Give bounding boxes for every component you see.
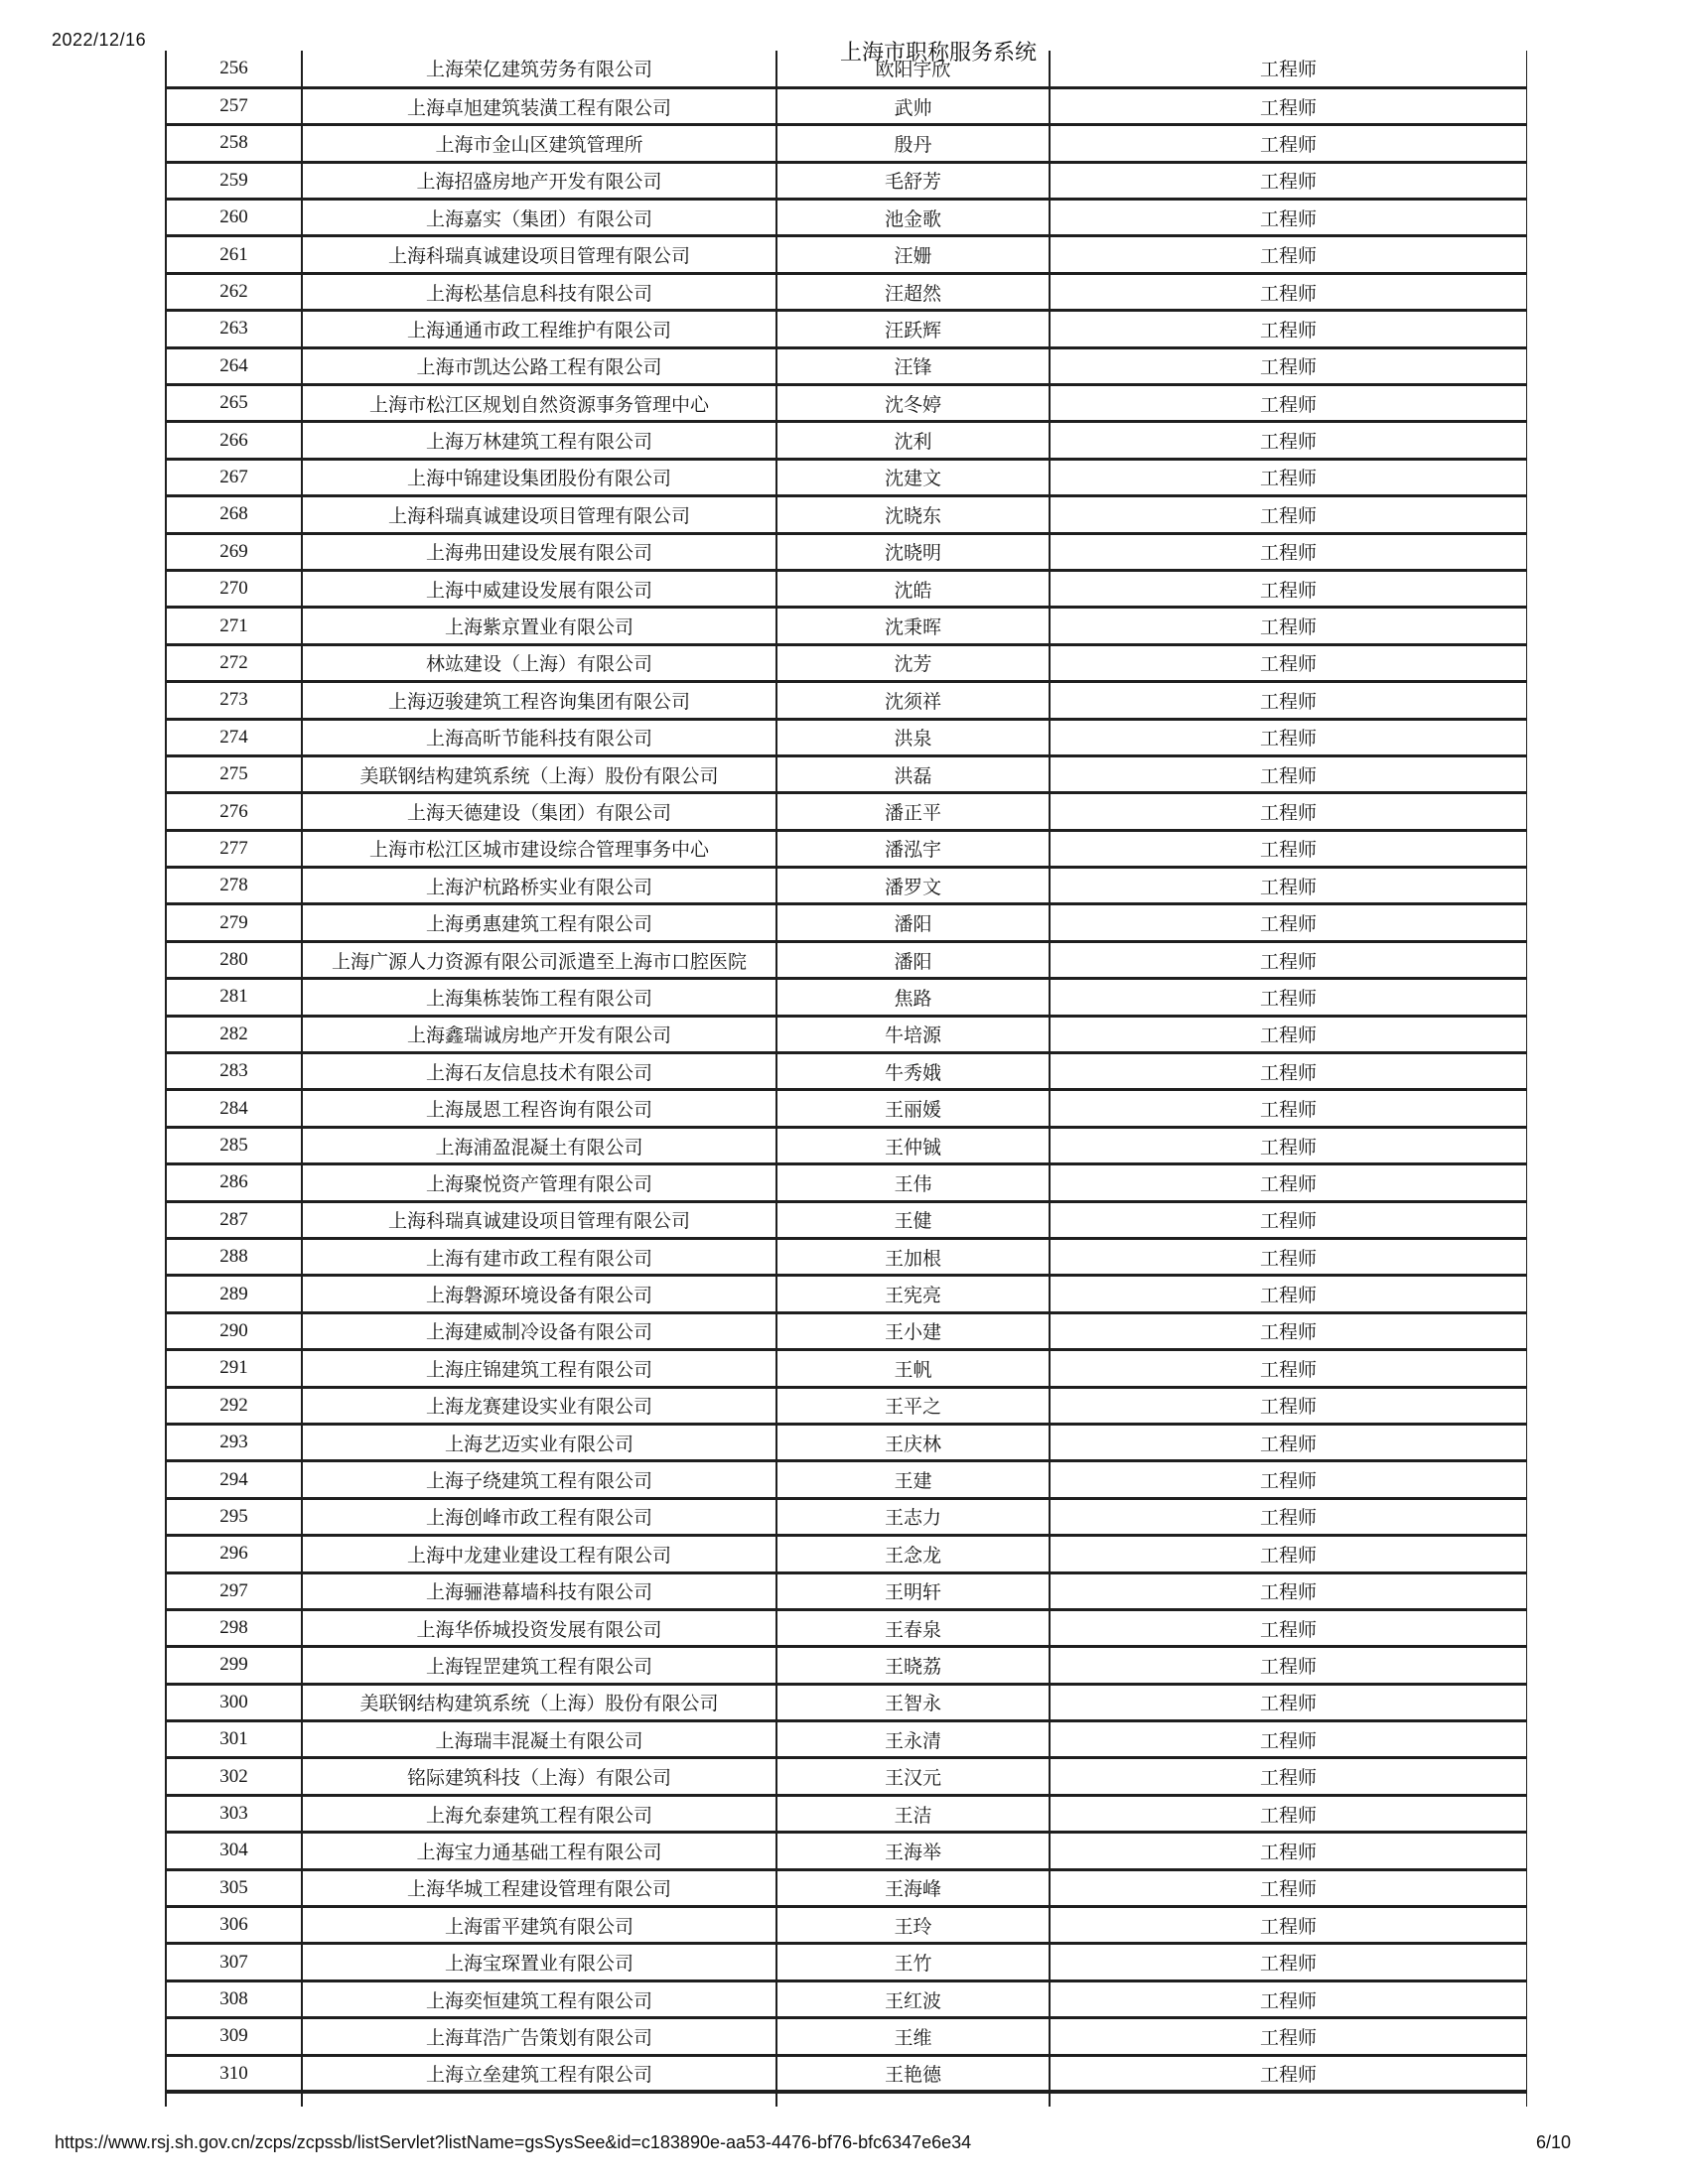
row-number-cell: 304 [166, 1833, 302, 1869]
table-row [166, 1907, 1527, 1944]
title-cell: 工程师 [1050, 644, 1527, 681]
table-row [166, 644, 1527, 681]
row-number-cell: 281 [166, 979, 302, 1016]
person-name-cell: 沈皓 [776, 570, 1050, 607]
title-cell: 工程师 [1050, 1350, 1527, 1387]
person-name-cell: 洪泉 [776, 719, 1050, 755]
row-number-cell: 291 [166, 1350, 302, 1387]
title-cell: 工程师 [1050, 1312, 1527, 1349]
company-cell: 上海嘉实（集团）有限公司 [302, 200, 776, 236]
title-cell: 工程师 [1050, 1833, 1527, 1869]
company-cell: 上海中龙建业建设工程有限公司 [302, 1536, 776, 1572]
records-table [165, 51, 1527, 2107]
row-number-cell: 277 [166, 830, 302, 867]
person-name-cell: 王小建 [776, 1312, 1050, 1349]
row-number-cell: 299 [166, 1647, 302, 1684]
row-number-cell: 294 [166, 1461, 302, 1498]
company-cell: 上海华侨城投资发展有限公司 [302, 1609, 776, 1646]
person-name-cell: 汪跃辉 [776, 311, 1050, 347]
page-number: 6/10 [1535, 2132, 1571, 2152]
title-cell: 工程师 [1050, 1164, 1527, 1201]
row-number-cell: 257 [166, 87, 302, 124]
person-name-cell: 潘阳 [776, 904, 1050, 941]
row-number-cell: 293 [166, 1424, 302, 1460]
table-row [166, 1201, 1527, 1238]
row-number-cell: 262 [166, 273, 302, 310]
company-cell: 上海磐源环境设备有限公司 [302, 1276, 776, 1312]
person-name-cell: 沈芳 [776, 644, 1050, 681]
company-cell: 上海有建市政工程有限公司 [302, 1239, 776, 1276]
table-row [166, 273, 1527, 310]
row-number-cell: 270 [166, 570, 302, 607]
person-name-cell: 王建 [776, 1461, 1050, 1498]
person-name-cell: 王加根 [776, 1239, 1050, 1276]
person-name-cell: 焦路 [776, 979, 1050, 1016]
table-row [166, 51, 1527, 87]
company-cell: 上海鑫瑞诚房地产开发有限公司 [302, 1016, 776, 1052]
title-cell: 工程师 [1050, 1758, 1527, 1795]
company-cell: 上海艺迈实业有限公司 [302, 1424, 776, 1460]
row-number-cell: 266 [166, 422, 302, 459]
company-cell: 上海通通市政工程维护有限公司 [302, 311, 776, 347]
person-name-cell: 沈晓明 [776, 533, 1050, 570]
title-cell: 工程师 [1050, 385, 1527, 422]
page-title: 上海市职称服务系统 [840, 40, 1038, 65]
row-number-cell: 295 [166, 1498, 302, 1535]
person-name-cell: 王明轩 [776, 1572, 1050, 1609]
row-number-cell: 267 [166, 459, 302, 495]
title-cell: 工程师 [1050, 570, 1527, 607]
table-row [166, 1276, 1527, 1312]
title-cell: 工程师 [1050, 1944, 1527, 1980]
table-row [166, 1424, 1527, 1460]
row-number-cell: 256 [166, 51, 302, 87]
company-cell: 上海集栋装饰工程有限公司 [302, 979, 776, 1016]
company-cell: 上海茸浩广告策划有限公司 [302, 2018, 776, 2055]
empty-cell [776, 2092, 1050, 2107]
row-number-cell: 305 [166, 1869, 302, 1906]
company-cell: 上海浦盈混凝土有限公司 [302, 1127, 776, 1163]
company-cell: 上海庄锦建筑工程有限公司 [302, 1350, 776, 1387]
company-cell: 上海万林建筑工程有限公司 [302, 422, 776, 459]
partial-clipped-row [166, 2092, 1527, 2107]
person-name-cell: 王海峰 [776, 1869, 1050, 1906]
title-cell: 工程师 [1050, 459, 1527, 495]
table-row [166, 1795, 1527, 1832]
title-cell: 工程师 [1050, 347, 1527, 384]
title-cell: 工程师 [1050, 868, 1527, 904]
table-row [166, 236, 1527, 273]
person-name-cell: 沈利 [776, 422, 1050, 459]
row-number-cell: 308 [166, 1980, 302, 2017]
company-cell: 上海招盛房地产开发有限公司 [302, 162, 776, 199]
table-row [166, 1461, 1527, 1498]
title-cell: 工程师 [1050, 1016, 1527, 1052]
company-cell: 上海宝琛置业有限公司 [302, 1944, 776, 1980]
company-cell: 上海奕恒建筑工程有限公司 [302, 1980, 776, 2017]
row-number-cell: 300 [166, 1684, 302, 1720]
row-number-cell: 289 [166, 1276, 302, 1312]
company-cell: 林竑建设（上海）有限公司 [302, 644, 776, 681]
table-row [166, 87, 1527, 124]
row-number-cell: 260 [166, 200, 302, 236]
person-name-cell: 武帅 [776, 87, 1050, 124]
row-number-cell: 309 [166, 2018, 302, 2055]
title-cell: 工程师 [1050, 125, 1527, 162]
company-cell: 美联钢结构建筑系统（上海）股份有限公司 [302, 1684, 776, 1720]
table-row [166, 904, 1527, 941]
title-cell: 工程师 [1050, 311, 1527, 347]
title-cell: 工程师 [1050, 1647, 1527, 1684]
table-row [166, 979, 1527, 1016]
person-name-cell: 王维 [776, 2018, 1050, 2055]
person-name-cell: 汪超然 [776, 273, 1050, 310]
person-name-cell: 欧阳宇欣 [776, 51, 1050, 87]
company-cell: 上海勇惠建筑工程有限公司 [302, 904, 776, 941]
table-row [166, 533, 1527, 570]
table-row [166, 1498, 1527, 1535]
table-row [166, 719, 1527, 755]
person-name-cell: 王永清 [776, 1721, 1050, 1758]
title-cell: 工程师 [1050, 1053, 1527, 1090]
table-row [166, 1869, 1527, 1906]
title-cell: 工程师 [1050, 904, 1527, 941]
row-number-cell: 261 [166, 236, 302, 273]
company-cell: 上海锃罡建筑工程有限公司 [302, 1647, 776, 1684]
person-name-cell: 潘阳 [776, 941, 1050, 978]
row-number-cell: 297 [166, 1572, 302, 1609]
title-cell: 工程师 [1050, 1980, 1527, 2017]
row-number-cell: 286 [166, 1164, 302, 1201]
person-name-cell: 沈秉晖 [776, 608, 1050, 644]
row-number-cell: 306 [166, 1907, 302, 1944]
company-cell: 上海允泰建筑工程有限公司 [302, 1795, 776, 1832]
row-number-cell: 275 [166, 755, 302, 792]
table-row [166, 755, 1527, 792]
table-row [166, 1536, 1527, 1572]
row-number-cell: 290 [166, 1312, 302, 1349]
company-cell: 上海紫京置业有限公司 [302, 608, 776, 644]
title-cell: 工程师 [1050, 682, 1527, 719]
person-name-cell: 王洁 [776, 1795, 1050, 1832]
title-cell: 工程师 [1050, 979, 1527, 1016]
table-row [166, 793, 1527, 830]
table-row [166, 1350, 1527, 1387]
records-table-wrapper [165, 51, 1527, 2107]
title-cell: 工程师 [1050, 162, 1527, 199]
company-cell: 上海聚悦资产管理有限公司 [302, 1164, 776, 1201]
table-row [166, 1053, 1527, 1090]
person-name-cell: 王竹 [776, 1944, 1050, 1980]
table-row [166, 830, 1527, 867]
row-number-cell: 264 [166, 347, 302, 384]
person-name-cell: 王晓荔 [776, 1647, 1050, 1684]
company-cell: 上海晟恩工程咨询有限公司 [302, 1090, 776, 1127]
person-name-cell: 殷丹 [776, 125, 1050, 162]
company-cell: 上海荣亿建筑劳务有限公司 [302, 51, 776, 87]
person-name-cell: 沈晓东 [776, 496, 1050, 533]
table-row [166, 868, 1527, 904]
company-cell: 美联钢结构建筑系统（上海）股份有限公司 [302, 755, 776, 792]
company-cell: 上海科瑞真诚建设项目管理有限公司 [302, 496, 776, 533]
print-date: 2022/12/16 [52, 30, 147, 50]
person-name-cell: 牛培源 [776, 1016, 1050, 1052]
company-cell: 上海雷平建筑有限公司 [302, 1907, 776, 1944]
person-name-cell: 王玲 [776, 1907, 1050, 1944]
company-cell: 上海华城工程建设管理有限公司 [302, 1869, 776, 1906]
table-row [166, 1684, 1527, 1720]
table-row [166, 422, 1527, 459]
row-number-cell: 269 [166, 533, 302, 570]
title-cell: 工程师 [1050, 1498, 1527, 1535]
row-number-cell: 285 [166, 1127, 302, 1163]
title-cell: 工程师 [1050, 87, 1527, 124]
person-name-cell: 王宪亮 [776, 1276, 1050, 1312]
title-cell: 工程师 [1050, 1869, 1527, 1906]
company-cell: 上海市凯达公路工程有限公司 [302, 347, 776, 384]
row-number-cell: 278 [166, 868, 302, 904]
title-cell: 工程师 [1050, 1239, 1527, 1276]
company-cell: 上海石友信息技术有限公司 [302, 1053, 776, 1090]
person-name-cell: 沈建文 [776, 459, 1050, 495]
company-cell: 上海科瑞真诚建设项目管理有限公司 [302, 236, 776, 273]
person-name-cell: 王平之 [776, 1387, 1050, 1424]
title-cell: 工程师 [1050, 1461, 1527, 1498]
row-number-cell: 303 [166, 1795, 302, 1832]
company-cell: 上海中锦建设集团股份有限公司 [302, 459, 776, 495]
row-number-cell: 280 [166, 941, 302, 978]
row-number-cell: 310 [166, 2055, 302, 2092]
title-cell: 工程师 [1050, 51, 1527, 87]
table-row [166, 1090, 1527, 1127]
title-cell: 工程师 [1050, 533, 1527, 570]
title-cell: 工程师 [1050, 1572, 1527, 1609]
person-name-cell: 王海举 [776, 1833, 1050, 1869]
title-cell: 工程师 [1050, 608, 1527, 644]
company-cell: 上海科瑞真诚建设项目管理有限公司 [302, 1201, 776, 1238]
company-cell: 上海瑞丰混凝土有限公司 [302, 1721, 776, 1758]
empty-cell [302, 2092, 776, 2107]
title-cell: 工程师 [1050, 1090, 1527, 1127]
row-number-cell: 296 [166, 1536, 302, 1572]
title-cell: 工程师 [1050, 755, 1527, 792]
table-row [166, 1164, 1527, 1201]
company-cell: 上海建威制冷设备有限公司 [302, 1312, 776, 1349]
person-name-cell: 王志力 [776, 1498, 1050, 1535]
records-tbody [166, 51, 1527, 2107]
company-cell: 上海市松江区规划自然资源事务管理中心 [302, 385, 776, 422]
person-name-cell: 王庆林 [776, 1424, 1050, 1460]
company-cell: 上海市松江区城市建设综合管理事务中心 [302, 830, 776, 867]
row-number-cell: 268 [166, 496, 302, 533]
title-cell: 工程师 [1050, 1276, 1527, 1312]
table-row [166, 1016, 1527, 1052]
company-cell: 上海中威建设发展有限公司 [302, 570, 776, 607]
table-row [166, 608, 1527, 644]
source-url-text: https://www.rsj.sh.gov.cn/zcps/zcpssb/listServlet?listName=gsSysSee&id=c183890e-aa53-4476-bf76-bfc6347e6e34 [55, 2132, 972, 2152]
table-row [166, 1572, 1527, 1609]
person-name-cell: 沈须祥 [776, 682, 1050, 719]
person-name-cell: 潘泓宇 [776, 830, 1050, 867]
person-name-cell: 王红波 [776, 1980, 1050, 2017]
person-name-cell: 王帆 [776, 1350, 1050, 1387]
table-row [166, 200, 1527, 236]
table-row [166, 1239, 1527, 1276]
person-name-cell: 潘正平 [776, 793, 1050, 830]
title-cell: 工程师 [1050, 1684, 1527, 1720]
row-number-cell: 292 [166, 1387, 302, 1424]
table-row [166, 385, 1527, 422]
company-cell: 上海弗田建设发展有限公司 [302, 533, 776, 570]
row-number-cell: 276 [166, 793, 302, 830]
table-row [166, 2018, 1527, 2055]
person-name-cell: 王伟 [776, 1164, 1050, 1201]
person-name-cell: 潘罗文 [776, 868, 1050, 904]
table-row [166, 459, 1527, 495]
title-cell: 工程师 [1050, 2018, 1527, 2055]
row-number-cell: 298 [166, 1609, 302, 1646]
row-number-cell: 288 [166, 1239, 302, 1276]
company-cell: 上海天德建设（集团）有限公司 [302, 793, 776, 830]
company-cell: 上海立垒建筑工程有限公司 [302, 2055, 776, 2092]
person-name-cell: 汪锋 [776, 347, 1050, 384]
title-cell: 工程师 [1050, 830, 1527, 867]
company-cell: 上海宝力通基础工程有限公司 [302, 1833, 776, 1869]
table-row [166, 125, 1527, 162]
row-number-cell: 259 [166, 162, 302, 199]
person-name-cell: 池金歌 [776, 200, 1050, 236]
title-cell: 工程师 [1050, 1387, 1527, 1424]
table-row [166, 347, 1527, 384]
title-cell: 工程师 [1050, 496, 1527, 533]
company-cell: 上海龙赛建设实业有限公司 [302, 1387, 776, 1424]
person-name-cell: 牛秀娥 [776, 1053, 1050, 1090]
table-row [166, 1647, 1527, 1684]
company-cell: 上海广源人力资源有限公司派遣至上海市口腔医院 [302, 941, 776, 978]
row-number-cell: 284 [166, 1090, 302, 1127]
title-cell: 工程师 [1050, 1907, 1527, 1944]
table-row [166, 2055, 1527, 2092]
person-name-cell: 毛舒芳 [776, 162, 1050, 199]
row-number-cell: 287 [166, 1201, 302, 1238]
company-cell: 铭际建筑科技（上海）有限公司 [302, 1758, 776, 1795]
table-row [166, 1980, 1527, 2017]
company-cell: 上海迈骏建筑工程咨询集团有限公司 [302, 682, 776, 719]
person-name-cell: 洪磊 [776, 755, 1050, 792]
company-cell: 上海市金山区建筑管理所 [302, 125, 776, 162]
company-cell: 上海骊港幕墙科技有限公司 [302, 1572, 776, 1609]
table-row [166, 1721, 1527, 1758]
row-number-cell: 258 [166, 125, 302, 162]
row-number-cell: 283 [166, 1053, 302, 1090]
empty-cell [1050, 2092, 1527, 2107]
row-number-cell: 307 [166, 1944, 302, 1980]
table-row [166, 570, 1527, 607]
row-number-cell: 282 [166, 1016, 302, 1052]
company-cell: 上海创峰市政工程有限公司 [302, 1498, 776, 1535]
person-name-cell: 王丽媛 [776, 1090, 1050, 1127]
title-cell: 工程师 [1050, 793, 1527, 830]
person-name-cell: 王艳德 [776, 2055, 1050, 2092]
title-cell: 工程师 [1050, 1609, 1527, 1646]
company-cell: 上海子绕建筑工程有限公司 [302, 1461, 776, 1498]
title-cell: 工程师 [1050, 1127, 1527, 1163]
row-number-cell: 273 [166, 682, 302, 719]
title-cell: 工程师 [1050, 422, 1527, 459]
title-cell: 工程师 [1050, 200, 1527, 236]
row-number-cell: 301 [166, 1721, 302, 1758]
table-row [166, 162, 1527, 199]
table-row [166, 941, 1527, 978]
row-number-cell: 279 [166, 904, 302, 941]
row-number-cell: 271 [166, 608, 302, 644]
title-cell: 工程师 [1050, 719, 1527, 755]
title-cell: 工程师 [1050, 1424, 1527, 1460]
company-cell: 上海松基信息科技有限公司 [302, 273, 776, 310]
table-row [166, 1833, 1527, 1869]
table-row [166, 682, 1527, 719]
company-cell: 上海高昕节能科技有限公司 [302, 719, 776, 755]
person-name-cell: 汪姗 [776, 236, 1050, 273]
company-cell: 上海卓旭建筑装潢工程有限公司 [302, 87, 776, 124]
row-number-cell: 272 [166, 644, 302, 681]
person-name-cell: 王智永 [776, 1684, 1050, 1720]
table-row [166, 1758, 1527, 1795]
title-cell: 工程师 [1050, 1536, 1527, 1572]
row-number-cell: 265 [166, 385, 302, 422]
table-row [166, 1609, 1527, 1646]
title-cell: 工程师 [1050, 1795, 1527, 1832]
person-name-cell: 王健 [776, 1201, 1050, 1238]
table-row [166, 1127, 1527, 1163]
person-name-cell: 王汉元 [776, 1758, 1050, 1795]
title-cell: 工程师 [1050, 273, 1527, 310]
title-cell: 工程师 [1050, 941, 1527, 978]
table-row [166, 1312, 1527, 1349]
title-cell: 工程师 [1050, 236, 1527, 273]
empty-cell [166, 2092, 302, 2107]
person-name-cell: 沈冬婷 [776, 385, 1050, 422]
person-name-cell: 王念龙 [776, 1536, 1050, 1572]
company-cell: 上海沪杭路桥实业有限公司 [302, 868, 776, 904]
row-number-cell: 302 [166, 1758, 302, 1795]
table-row [166, 1944, 1527, 1980]
title-cell: 工程师 [1050, 2055, 1527, 2092]
row-number-cell: 274 [166, 719, 302, 755]
table-row [166, 1387, 1527, 1424]
person-name-cell: 王仲铖 [776, 1127, 1050, 1163]
row-number-cell: 263 [166, 311, 302, 347]
person-name-cell: 王春泉 [776, 1609, 1050, 1646]
title-cell: 工程师 [1050, 1721, 1527, 1758]
table-row [166, 311, 1527, 347]
title-cell: 工程师 [1050, 1201, 1527, 1238]
table-row [166, 496, 1527, 533]
